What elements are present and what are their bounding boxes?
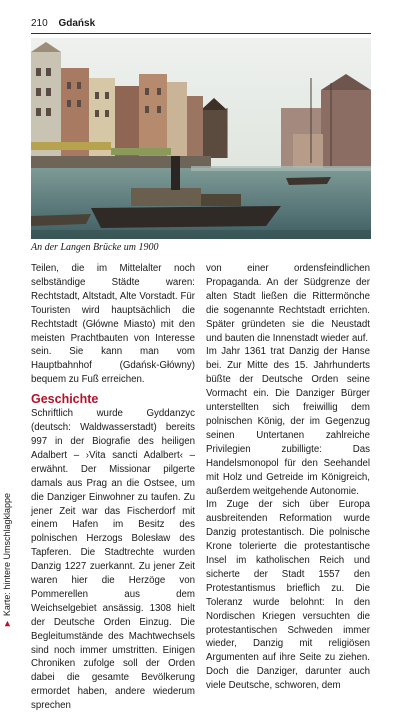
intro-paragraph: Teilen, die im Mittelalter noch selbständige Städte waren: Rechtstadt, Altstadt, Alte Vorstadt. Für Touristen wird hauptsächlich die Rechtstadt (Główne Miasto) mit den meisten Prachtbauten von Interesse sein. Sie kann man vom Hauptbahnhof (Gdańsk-Główny) bequem zu Fuß erreichen. [31, 263, 195, 386]
page-number: 210 [31, 18, 48, 29]
section-title: Gdańsk [58, 18, 96, 29]
running-header [31, 16, 371, 32]
right-text-column [206, 262, 370, 693]
triangle-arrow-icon: ► [2, 619, 12, 628]
historic-harbor-photo [31, 38, 371, 239]
history-heading: Geschichte [31, 392, 99, 407]
map-reference-text: Karte: hintere Umschlagklappe [2, 493, 12, 617]
map-reference-label [2, 493, 13, 628]
left-text-column [31, 262, 195, 713]
history-paragraph-4: Im Zuge der sich über Europa ausbreitenden Reformation wurde Danzig protestantisch. Die polnische Krone tolerierte die protestantische Insel im katholischen Reich und sicherte der Stadt 1557 den Protestantismus brieflich zu. Die Toleranz wurde belohnt: In den Nordischen Kriegen versuchten die protestantischen Schweden immer wieder, Danzig mit religiösen Argumenten auf ihre Seite zu ziehen. Doch die Danziger, darunter auch viele Deutsche, schworen, dem [206, 499, 370, 692]
history-paragraph-2: von einer ordensfeindlichen Propaganda. An der Südgrenze der alten Stadt ließen die Rittermönche die sogenannte Rechtstadt errichten. Später gründeten sie die Neustadt und bauten die Innenstadt wieder auf. [206, 263, 370, 344]
history-paragraph-3: Im Jahr 1361 trat Danzig der Hanse bei. Zur Mitte des 15. Jahrhunderts büßte der Deutsche Orden seine Vormacht ein. Die Danziger Bürger unterstellten sich freiwillig dem polnischen König, der im Gegenzug seinen Untertanen zahlreiche Privilegien zubilligte: Das Handelsmonopol für den Seehandel mit Holz und Getreide im Königreich, außerdem weitgehende Autonomie. [206, 346, 370, 497]
header-rule [31, 33, 371, 34]
photo-caption: An der Langen Brücke um 1900 [31, 242, 159, 253]
history-paragraph-1: Schriftlich wurde Gyddanzyc (deutsch: Waldwasserstadt) bereits 997 in der Biografie des heiligen Adalbert – ›Vita sancti Adalbert‹ – erwähnt. Der Missionar pilgerte damals aus Prag an die Ostsee, um die Danziger Einwohner zu taufen. Zu jener Zeit war das Fischerdorf mit einem Hafen im Besitz des polnischen Herzogs Bolesław des Tapferen. Die Stadtrechte wurden Danzig 1227 zuerkannt. Zu jener Zeit waren hier die Herzöge von Pommerellen aus dem Weichselgebiet ansässig. 1308 hielt der Deutsche Orden Einzug. Die Begleitumstände des Machtwechsels sind noch immer umstritten. Einigen Chroniken zufolge soll der Orden dabei die gesamte Bevölkerung ermordet haben, andere wiederum sprechen [31, 408, 195, 712]
